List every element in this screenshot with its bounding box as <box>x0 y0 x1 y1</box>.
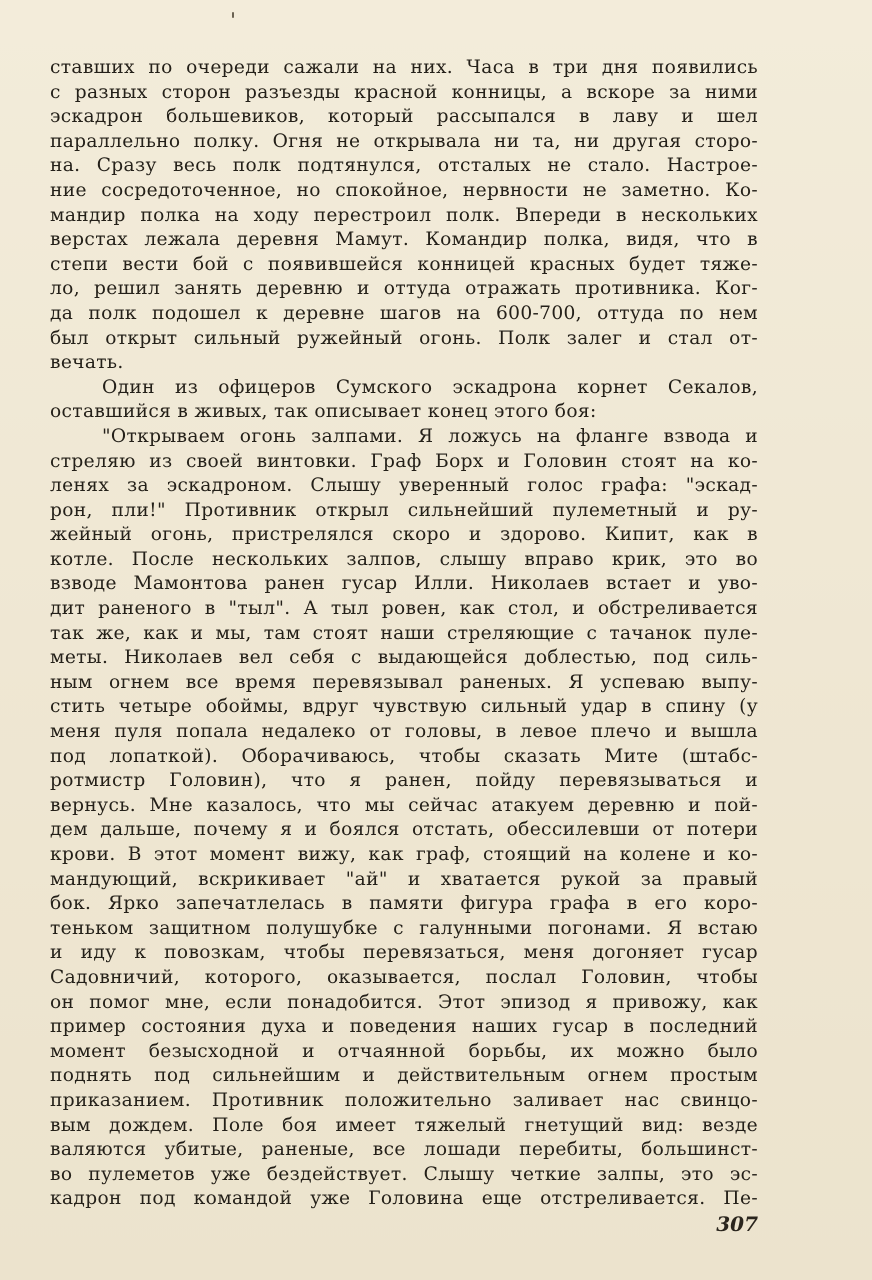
text-line: ротмистр Головин), что я ранен, пойду перевязываться и <box>50 770 758 792</box>
text-line: Садовничий, которого, оказывается, послал Головин, чтобы <box>50 966 758 988</box>
text-line: оставшийся в живых, так описывает конец этого боя: <box>50 401 597 423</box>
text-line: момент безысходной и отчаянной борьбы, их можно было <box>50 1040 758 1062</box>
text-line: мандующий, вскрикивает "ай" и хватается рукой за правый <box>50 868 758 890</box>
text-line: параллельно полку. Огня не открывала ни та, ни другая сторо- <box>50 130 758 152</box>
text-line: ным огнем все время перевязывал раненых. Я успеваю выпу- <box>50 671 758 693</box>
text-line: дит раненого в "тыл". А тыл ровен, как стол, и обстреливается <box>50 598 758 620</box>
text-line: вечать. <box>50 352 124 374</box>
text-line: был открыт сильный ружейный огонь. Полк залег и стал от- <box>50 327 758 349</box>
text-line: стить четыре обоймы, вдруг чувствую сильный удар в спину (у <box>50 696 758 718</box>
text-line: валяются убитые, раненые, все лошади перебиты, большинст- <box>50 1139 758 1161</box>
text-line: "Открываем огонь залпами. Я ложусь на фланге взвода и <box>102 425 758 447</box>
text-line: крови. В этот момент вижу, как граф, стоящий на колене и ко- <box>50 844 758 865</box>
text-line: да полк подошел к деревне шагов на 600-700, оттуда по нем <box>50 302 758 324</box>
page-number: 307 <box>716 1212 758 1236</box>
text-line: теньком защитном полушубке с галунными погонами. Я встаю <box>50 917 758 939</box>
text-line: под лопаткой). Оборачиваюсь, чтобы сказать Мите (штабс- <box>50 745 758 767</box>
text-line: степи вести бой с появившейся конницей красных будет тяже- <box>50 253 758 275</box>
body-text <box>50 56 758 1212</box>
text-line: ленях за эскадроном. Слышу уверенный голос графа: "эскад- <box>50 475 758 497</box>
text-line: меты. Николаев вел себя с выдающейся доблестью, под силь- <box>50 647 758 669</box>
print-speck <box>232 12 234 18</box>
text-line: он помог мне, если понадобится. Этот эпизод я привожу, как <box>50 991 758 1013</box>
text-line: жейный огонь, пристрелялся скоро и здорово. Кипит, как в <box>50 524 758 546</box>
text-line: поднять под сильнейшим и действительным огнем простым <box>50 1065 758 1087</box>
text-line: вернусь. Мне казалось, что мы сейчас атакуем деревню и пой- <box>50 794 758 816</box>
text-line: кадрон под командой уже Головина еще отстреливается. Пе- <box>50 1188 758 1210</box>
text-line: ло, решил занять деревню и оттуда отражать противника. Ког- <box>50 278 758 300</box>
text-line: меня пуля попала недалеко от головы, в левое плечо и вышла <box>50 721 758 743</box>
text-line: Один из офицеров Сумского эскадрона корнет Секалов, <box>102 376 758 398</box>
text-line: мандир полка на ходу перестроил полк. Впереди в нескольких <box>50 204 758 226</box>
text-line: эскадрон большевиков, который рассыпался в лаву и шел <box>50 106 758 128</box>
text-line: бок. Ярко запечатлелась в памяти фигура графа в его коро- <box>50 893 758 915</box>
text-line: на. Сразу весь полк подтянулся, отсталых не стало. Настрое- <box>50 155 758 177</box>
text-line: и иду к повозкам, чтобы перевязаться, меня догоняет гусар <box>50 942 758 964</box>
text-line: с разных сторон разъезды красной конницы, а вскоре за ними <box>50 81 758 103</box>
text-line: ние сосредоточенное, но спокойное, нервности не заметно. Ко- <box>50 179 758 201</box>
text-line: так же, как и мы, там стоят наши стреляющие с тачанок пуле- <box>50 622 758 644</box>
text-line: взводе Мамонтова ранен гусар Илли. Николаев встает и уво- <box>50 573 758 595</box>
text-line: рон, пли!" Противник открыл сильнейший пулеметный и ру- <box>50 499 758 521</box>
text-line: котле. После нескольких залпов, слышу вправо крик, это во <box>50 548 758 570</box>
text-line: дем дальше, почему я и боялся отстать, обессилевши от потери <box>50 819 758 841</box>
text-line: ставших по очереди сажали на них. Часа в три дня появились <box>50 57 758 78</box>
text-line: во пулеметов уже бездействует. Слышу четкие залпы, это эс- <box>50 1163 758 1185</box>
text-line: вым дождем. Поле боя имеет тяжелый гнетущий вид: везде <box>50 1114 758 1136</box>
text-line: стреляю из своей винтовки. Граф Борх и Головин стоят на ко- <box>50 450 758 472</box>
text-line: верстах лежала деревня Мамут. Командир полка, видя, что в <box>50 229 758 251</box>
text-line: приказанием. Противник положительно заливает нас свинцо- <box>50 1089 758 1111</box>
text-line: пример состояния духа и поведения наших гусар в последний <box>50 1016 758 1038</box>
